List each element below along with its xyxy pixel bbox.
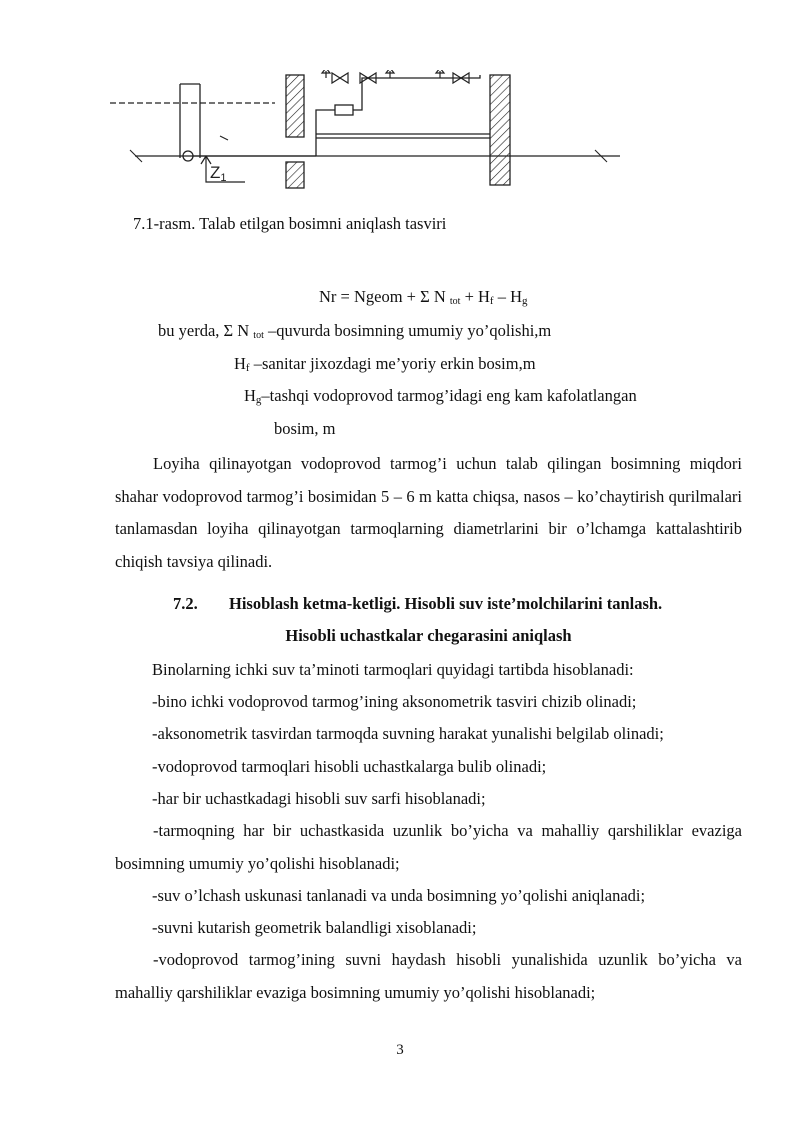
step-item: -vodoprovod tarmoqlari hisobli uchastkalarga bulib olinadi; — [152, 757, 547, 776]
definition-hg-sub: g — [255, 394, 262, 406]
formula-plus-hf: + H — [460, 287, 490, 306]
step-item: -tarmoqning har bir uchastkasida uzunlik bo’yicha va mahalliy qarshiliklar evaziga bosimning umumiy yo’qolishi hisoblanadi; — [115, 821, 742, 873]
left-wall — [286, 75, 304, 137]
level-markers — [130, 136, 607, 162]
section-title-line1: Hisoblash ketma-ketligi. Hisobli suv iste’molchilarini tanlash. — [229, 594, 663, 613]
formula-sub-tot: tot — [449, 296, 461, 307]
step-item: -aksonometrik tasvirdan tarmoqda suvning harakat yunalishi belgilab olinadi; — [152, 724, 664, 743]
z1-subscript: 1 — [220, 172, 227, 184]
section-title-line2: Hisobli uchastkalar chegarasini aniqlash — [285, 626, 572, 645]
step-item: -suvni kutarish geometrik balandligi xisoblanadi; — [152, 918, 477, 937]
intro-line: Binolarning ichki suv ta’minoti tarmoqlari quyidagi tartibda hisoblanadi: — [152, 660, 634, 679]
definition-hg-text: –tashqi vodoprovod tarmog’idagi eng kam kafolatlangan — [261, 386, 637, 405]
pressure-scheme-figure — [100, 70, 620, 195]
definition-tot-prefix: bu yerda, Σ N — [158, 321, 254, 340]
step-item: -suv o’lchash uskunasi tanlanadi va unda bosimning yo’qolishi aniqlanadi; — [152, 886, 646, 905]
formula-lhs: Nr = Ngeom + Σ N — [319, 287, 450, 306]
section-number: 7.2. — [173, 594, 198, 613]
well-shaft — [180, 84, 200, 161]
formula-sub-f: f — [489, 295, 494, 307]
definition-hg — [244, 385, 637, 411]
page-number: 3 — [396, 1042, 404, 1058]
definition-hf-symbol: H — [234, 354, 246, 373]
definition-hg-symbol: H — [244, 386, 256, 405]
definition-tot-sub: tot — [253, 330, 264, 341]
right-wall — [490, 75, 510, 185]
figure-caption: 7.1-rasm. Talab etilgan bosimni aniqlash tasviri — [133, 214, 447, 233]
paragraph-recommendation: Loyiha qilinayotgan vodoprovod tarmog’i uchun talab qilingan bosimning miqdori shahar vodoprovod tarmog’i bosimidan 5 – 6 m katta chiqsa, nasos – ko’chaytirish qurilmalari tanlamasdan loyiha qilinayotgan tarmoqlarning diametrlarini bir o’lchamga kattalashtirib chiqish tavsiya qilinadi. — [115, 454, 742, 571]
step-item: -vodoprovod tarmog’ining suvni haydash hisobli yunalishida uzunlik bo’yicha va mahalliy qarshiliklar evaziga bosimning umumiy yo’qolishi hisoblanadi; — [115, 950, 742, 1002]
left-wall-base — [286, 162, 304, 188]
svg-text:Z1 — [210, 163, 227, 184]
definition-tot — [158, 320, 551, 347]
formula-minus-hg: – H — [493, 287, 523, 306]
definition-hf-sub: f — [245, 362, 250, 374]
definition-hf-text: –sanitar jixozdagi me’yoriy erkin bosim,m — [249, 354, 536, 373]
step-item: -har bir uchastkadagi hisobli suv sarfi hisoblanadi; — [152, 789, 486, 808]
z1-label: Z — [210, 163, 221, 182]
main-pipe — [135, 75, 620, 156]
definition-hg-continuation: bosim, m — [274, 419, 336, 438]
definition-hf — [234, 353, 536, 379]
formula-sub-g: g — [522, 295, 528, 307]
step-item: -bino ichki vodoprovod tarmog’ining aksonometrik tasviri chizib olinadi; — [152, 692, 637, 711]
definition-tot-text: –quvurda bosimning umumiy yo’qolishi,m — [263, 321, 552, 340]
fixture-taps — [322, 70, 444, 78]
pressure-formula — [319, 286, 528, 313]
